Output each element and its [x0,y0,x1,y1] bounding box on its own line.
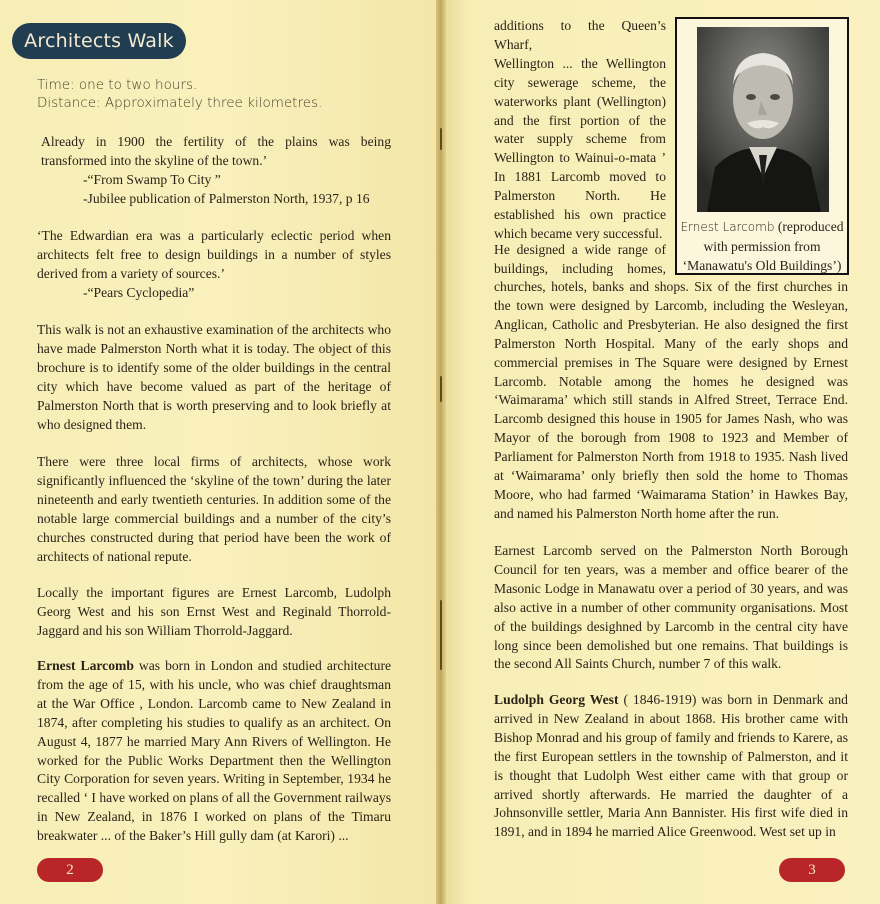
quote-source: -“Pears Cyclopedia” [83,284,195,300]
west-paragraph [494,691,848,842]
larcomb-paragraph [37,657,391,846]
quote-source: -“From Swamp To City ” [83,171,221,187]
larcomb-bio: was born in London and studied architecture from the age of 15, with his uncle, who was chief draughtsman at the War Office , London. Larcomb came to New Zealand in 1874, after completing his studies to qualify as an architect. On August 4, 1877 he married Mary Ann Rivers of Wellington. He worked for the Public Works Department then the Wellington City Corporation for seven years. Writing in September, 1934 he recalled ‘ I have worked on plans of all the Government railways in New Zealand, in 1876 I worked on plans of the Timaru breakwater ... of the Baker’s Hill gully dam (at Karori) ... [37,658,392,844]
page-title: Architects Walk [12,23,186,59]
quote-block-2 [37,227,391,303]
wrap-text-2 [494,241,666,279]
quote-block-1 [37,133,391,209]
staple-mark [440,376,442,402]
portrait-figure [675,17,849,275]
wrap-line: water supply scheme from [494,131,666,147]
west-name: Ludolph Georg West [494,692,619,707]
quote-text: ‘The Edwardian era was a particularly eclectic period when architects felt free to design buildings in a number of styles derived from a variety of sources.’ [37,228,391,281]
portrait-photo [697,27,829,212]
wrap-line: additions to the Queen’s Wharf, [494,18,666,52]
wrap-line: Wellington to Wainui-o-mata ’ [494,150,666,166]
quote-source: -Jubilee publication of Palmerston North, 1937, p 16 [83,190,370,206]
intro-paragraph: This walk is not an exhaustive examination of the architects who have made Palmerston North what it is today. The object of this brochure is to identify some of the older buildings in the central city which have become valued as part of the heritage of Palmerston North that is worth preserving and to look briefly at who designed them. [37,322,391,432]
caption-text: (reproduced [774,219,844,234]
wrap-line: In 1881 Larcomb moved to [494,169,666,185]
wrap-line: waterworks plant (Wellington) [494,93,666,109]
larcomb-continued-paragraph: churches, hotels, banks and shops. Six of the first churches in the town were designed by Larcomb, including the Wesleyan, Anglican, Catholic and Presbyterian. He also designed the first Palmerston North Hospital. Many of the early shops and commercial premises in The Square were designed by Ernest Larcomb. Notable among the homes he designed was ‘Waimarama’ which still stands in Alfred Street, Terrace End. Larcomb designed this house in 1905 for James Nash, who was Mayor of the borough from 1908 to 1923 and Member of Parliament for Palmerston North from 1918 to 1935. Nash lived at ‘Waimarama’ only briefly then sold the home to Thomas Moore, who had farmed ‘Waimarama Station’ in Hawkes Bay, and named his Palmerston North home after the run. [494,279,848,521]
larcomb-name: Ernest Larcomb [37,658,134,673]
wrap-line: which became very successful. [494,225,663,241]
firms-paragraph: There were three local firms of architects, whose work significantly influenced the ‘skyline of the town’ during the later nineteenth and early twentieth centuries. In addition some of the notable large commercial buildings and a number of the city’s churches constructed during that period have been the work of architects of national repute. [37,454,391,564]
larcomb-council-paragraph: Earnest Larcomb served on the Palmerston North Borough Council for ten years, was a member and office bearer of the Masonic Lodge in Manawatu over a period of 30 years, and was also active in a number of other community organisations. Most of the buildings desighned by Larcomb in the central city have long since been demolished but one remains. That buildings is the second All Saints Church, number 7 of this walk. [494,543,848,672]
caption-text: ‘Manawatu's Old Buildings’) [682,258,842,273]
portrait-image [697,27,829,212]
page-number-left: 2 [37,858,103,882]
staple-mark [440,128,442,150]
caption-name: Ernest Larcomb [680,220,775,234]
page-number-right: 3 [779,858,845,882]
walk-distance: Distance: Approximately three kilometres. [37,95,323,111]
wrap-line: Wellington ... the Wellington [494,55,666,71]
caption-text: with permission from [703,239,821,254]
wrap-line: city sewerage scheme, the [494,74,666,90]
quote-text: Already in 1900 the fertility of the plains was being transformed into the skyline of the town.’ [41,134,391,168]
wrap-line: established his own practice [494,207,666,223]
portrait-caption [677,217,847,275]
wrap-line: Palmerston North. He [494,188,666,204]
west-bio: ( 1846-1919) was born in Denmark and arrived in New Zealand in about 1868. His brother came with Bishop Monrad and his group of family and friends to Karere, as the first European settlers in the township of Palmerston, and it is thought that Ludolph West either came with that group or arrived shortly afterwards. He married the daughter of a Johnsonville settler, Maria Ann Bannister. His first wife died in 1891, and in 1894 he married Alice Greenwood. West set up in [494,692,848,840]
wrap-line: and the first portion of the [494,112,666,128]
wrap-text-1 [494,17,666,244]
wrap-line: buildings, including homes, [494,260,666,276]
walk-time: Time: one to two hours. [37,77,198,93]
figures-paragraph: Locally the important figures are Ernest Larcomb, Ludolph Georg West and his son Ernst West and Reginald Thorrold-Jaggard and his son William Thorrold-Jaggard. [37,585,391,638]
wrap-line: He designed a wide range of [494,242,666,257]
staple-mark [440,600,442,670]
